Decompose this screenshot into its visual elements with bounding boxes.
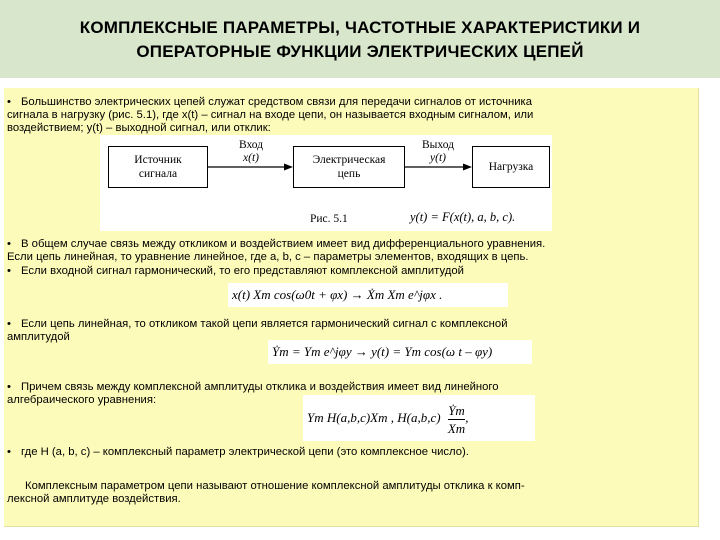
paragraph-4-line-1: • Причем связь между комплексной амплитуды отклика и воздействия имеет вид линейного xyxy=(7,381,499,393)
input-label: Вход x(t) xyxy=(238,139,264,164)
paragraph-5-line-1: • где H (a, b, c) – комплексный параметр электрической цепи (это комплексное число). xyxy=(7,446,469,458)
paragraph-3-line-1: • Если цепь линейная, то откликом такой цепи является гармонический сигнал с комплексной xyxy=(7,318,508,330)
paragraph-6-line-1: Комплексным параметром цепи называют отношение комплексной амплитуды отклика к комп- xyxy=(25,480,525,492)
circuit-block: Электрическая цепь xyxy=(293,146,405,188)
paragraph-1-line-1: • Большинство электрических цепей служат средством связи для передачи сигналов от источника xyxy=(7,96,533,108)
paragraph-1-line-2: сигнала в нагрузку (рис. 5.1), где x(t) – сигнал на входе цепи, он называется входным сигналом, или xyxy=(7,109,534,121)
paragraph-2-line-3: • Если входной сигнал гармонический, то его представляют комплексной амплитудой xyxy=(7,265,464,277)
fraction-denominator: Xm xyxy=(447,420,466,436)
formula-fraction xyxy=(448,402,465,437)
output-label: Выход y(t) xyxy=(422,139,454,164)
formula-linear-relation-tail: , xyxy=(465,410,469,425)
fraction-numerator: Ẏm xyxy=(448,402,465,418)
formula-complex-amplitude-input: x(t) Xm cos(ω0t + φx) → Ẋm Xm e^jφx . xyxy=(228,283,508,307)
paragraph-4-line-2: алгебраического уравнения: xyxy=(7,394,157,406)
signal-source-block: Источник сигнала xyxy=(108,146,208,188)
title-line-2: ОПЕРАТОРНЫЕ ФУНКЦИИ ЭЛЕКТРИЧЕСКИХ ЦЕПЕЙ xyxy=(136,42,584,61)
paragraph-2-line-1: • В общем случае связь между откликом и воздействием имеет вид дифференциального уравнения. xyxy=(7,238,546,250)
load-block: Нагрузка xyxy=(472,146,550,188)
figure-equation: y(t) = F(x(t), a, b, c). xyxy=(410,210,516,224)
block-diagram-figure xyxy=(100,135,552,231)
input-arrowhead xyxy=(284,164,293,171)
figure-caption: Рис. 5.1 xyxy=(310,213,348,225)
title-line-1: КОМПЛЕКСНЫЕ ПАРАМЕТРЫ, ЧАСТОТНЫЕ ХАРАКТЕРИСТИКИ И xyxy=(79,18,641,37)
paragraph-3-line-2: амплитудой xyxy=(7,331,70,343)
formula-linear-relation xyxy=(303,395,535,441)
paragraph-2-line-2: Если цепь линейная, то уравнение линейное, где a, b, c – параметры элементов, входящих в цепь. xyxy=(7,251,529,263)
formula-linear-relation-left: Ym H(a,b,c)Xm , H(a,b,c) xyxy=(307,410,441,425)
paragraph-1-line-3: воздействием; y(t) – выходной сигнал, или отклик: xyxy=(7,122,271,134)
slide-title xyxy=(18,16,702,64)
formula-complex-amplitude-output: Ẏm = Ym e^jφy → y(t) = Ym cos(ω t – φy) xyxy=(268,340,532,364)
paragraph-6-line-2: лексной амплитуде воздействия. xyxy=(7,493,181,505)
output-arrowhead xyxy=(463,164,472,171)
